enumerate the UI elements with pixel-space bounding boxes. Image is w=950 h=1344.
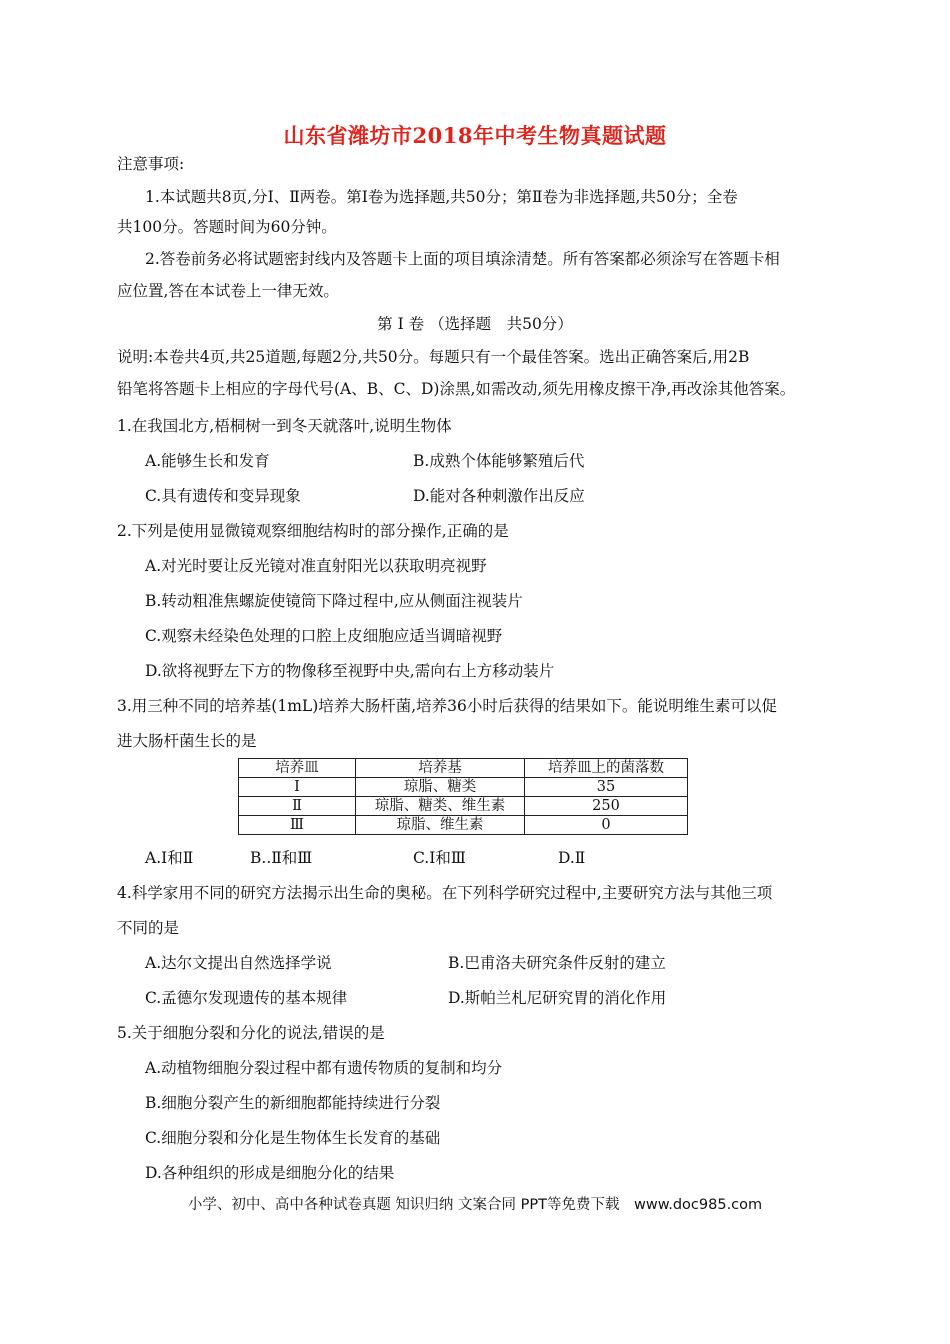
question-2-option-a: A.对光时要让反光镜对准直射阳光以获取明亮视野	[145, 557, 487, 575]
notice-item-1-line-1: 1.本试题共8页,分Ⅰ、Ⅱ两卷。第Ⅰ卷为选择题,共50分；第Ⅱ卷为非选择题,共50分；全卷	[145, 188, 738, 206]
question-2-option-c: C.观察未经染色处理的口腔上皮细胞应适当调暗视野	[145, 627, 503, 645]
table-cell: 琼脂、糖类	[356, 778, 525, 797]
notice-item-2-line-2: 应位置,答在本试卷上一律无效。	[117, 282, 339, 300]
table-header-cell: 培养基	[356, 759, 525, 778]
question-4-option-d: D.斯帕兰札尼研究胃的消化作用	[448, 989, 667, 1007]
notice-item-2-line-1: 2.答卷前务必将试题密封线内及答题卡上面的项目填涂清楚。所有答案都必须涂写在答题卡相	[145, 250, 780, 268]
question-4-option-a: A.达尔文提出自然选择学说	[145, 954, 332, 972]
question-2-option-d: D.欲将视野左下方的物像移至视野中央,需向右上方移动装片	[145, 662, 555, 680]
question-5-option-d: D.各种组织的形成是细胞分化的结果	[145, 1164, 395, 1182]
section-heading: 第 Ⅰ 卷 （选择题 共50分）	[377, 315, 573, 333]
question-1-option-a: A.能够生长和发育	[145, 452, 270, 470]
question-4-stem-line-1: 4.科学家用不同的研究方法揭示出生命的奥秘。在下列科学研究过程中,主要研究方法与其他三项	[117, 884, 773, 902]
notice-item-1-line-2: 共100分。答题时间为60分钟。	[117, 218, 337, 236]
question-3-stem-line-2: 进大肠杆菌生长的是	[117, 732, 257, 750]
question-4-stem-line-2: 不同的是	[117, 919, 180, 937]
table-row	[239, 778, 688, 797]
question-2-option-b: B.转动粗准焦螺旋使镜筒下降过程中,应从侧面注视装片	[145, 592, 523, 610]
question-3-option-d: D.Ⅱ	[558, 849, 586, 867]
table-cell: 琼脂、糖类、维生素	[356, 797, 525, 816]
question-4-option-c: C.孟德尔发现遗传的基本规律	[145, 989, 348, 1007]
question-4-option-b: B.巴甫洛夫研究条件反射的建立	[448, 954, 666, 972]
table-header-cell: 培养皿	[239, 759, 356, 778]
question-3-option-c: C.Ⅰ和Ⅲ	[413, 849, 466, 867]
table-row	[239, 816, 688, 835]
table-header-row	[239, 759, 688, 778]
table-cell: 琼脂、维生素	[356, 816, 525, 835]
page-footer: 小学、初中、高中各种试卷真题 知识归纳 文案合同 PPT等免费下载 www.doc985.com	[187, 1197, 763, 1213]
table-cell: Ⅰ	[239, 778, 356, 797]
question-1-option-b: B.成熟个体能够繁殖后代	[413, 452, 585, 470]
table-cell: Ⅱ	[239, 797, 356, 816]
table-cell: Ⅲ	[239, 816, 356, 835]
question-2-stem: 2.下列是使用显微镜观察细胞结构时的部分操作,正确的是	[117, 522, 509, 540]
page-title: 山东省潍坊市2018年中考生物真题试题	[283, 123, 667, 148]
table-header-cell: 培养皿上的菌落数	[525, 759, 688, 778]
question-3-option-a: A.Ⅰ和Ⅱ	[145, 849, 194, 867]
question-1-option-c: C.具有遗传和变异现象	[145, 487, 301, 505]
section-desc-line-1: 说明:本卷共4页,共25道题,每题2分,共50分。每题只有一个最佳答案。选出正确答案后,用2B	[117, 348, 750, 366]
culture-results-table	[238, 758, 688, 835]
question-5-option-b: B.细胞分裂产生的新细胞都能持续进行分裂	[145, 1094, 441, 1112]
question-5-option-c: C.细胞分裂和分化是生物体生长发育的基础	[145, 1129, 441, 1147]
question-1-stem: 1.在我国北方,梧桐树一到冬天就落叶,说明生物体	[117, 417, 452, 435]
table-cell: 0	[525, 816, 688, 835]
notice-heading: 注意事项:	[117, 155, 185, 173]
question-1-option-d: D.能对各种刺激作出反应	[413, 487, 585, 505]
question-3-option-b: B..Ⅱ和Ⅲ	[250, 849, 313, 867]
question-5-option-a: A.动植物细胞分裂过程中都有遗传物质的复制和均分	[145, 1059, 503, 1077]
table-row	[239, 797, 688, 816]
table-cell: 250	[525, 797, 688, 816]
question-5-stem: 5.关于细胞分裂和分化的说法,错误的是	[117, 1024, 385, 1042]
question-3-stem-line-1: 3.用三种不同的培养基(1mL)培养大肠杆菌,培养36小时后获得的结果如下。能说明维生素可以促	[117, 697, 777, 715]
section-desc-line-2: 铅笔将答题卡上相应的字母代号(A、B、C、D)涂黑,如需改动,须先用橡皮擦干净,再改涂其他答案。	[117, 380, 796, 398]
table-cell: 35	[525, 778, 688, 797]
